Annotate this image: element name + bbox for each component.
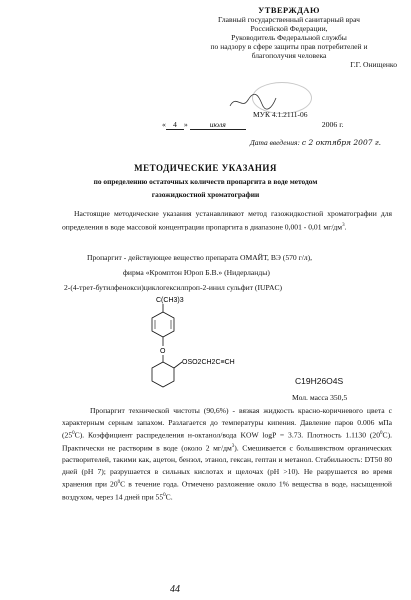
substance-line-2: фирма «Кромптон Юроп Б.В.» (Нидерланды)	[123, 268, 270, 277]
description-paragraph	[62, 405, 392, 503]
effective-date	[250, 138, 381, 147]
cyclohexane-ring	[152, 362, 174, 387]
intro-end: .	[344, 222, 347, 232]
approval-line-3: Руководитель Федеральной службы	[231, 33, 347, 42]
sulfite-chain-label: OSO2CH2C≡CH	[182, 359, 235, 366]
desc-part-3: С). Практически не растворим в воде (около 2 мг/дм	[62, 430, 392, 453]
doc-number: МУК 4.1.2111-06	[253, 110, 308, 119]
substance-line-3: 2-(4-трет-бутилфенокси)циклогексилпроп-2-инил сульфит (IUPAC)	[64, 283, 283, 292]
desc-sup-3: 3	[231, 444, 235, 450]
desc-part-1: Пропаргит технической чистоты (90,6%) - вязкая жидкость красно-коричневого цвета с характерным серным запахом. Разлагается до температуры кипения. Давление паров 0.006 мПа (25	[62, 406, 392, 440]
approval-line-1: Главный государственный санитарный врач	[218, 15, 360, 24]
date-day: 4	[166, 120, 184, 130]
intro-text: Настоящие методические указания устанавливают метод газожидкостной хроматографии для определения в воде массовой концентрации пропаргита в диапазоне 0,001 - 0,01 мг/дм	[62, 209, 392, 232]
intro-paragraph	[62, 208, 392, 233]
date-year: 2006 г.	[321, 120, 344, 129]
approval-line-5: благополучия человека	[251, 51, 327, 60]
approval-date: « 4 » июля 2006 г.	[162, 120, 344, 129]
page-number: 44	[170, 584, 180, 595]
approval-line-2: Российской Федерации,	[250, 24, 328, 33]
benzene-ring	[152, 312, 174, 337]
document-subtitle-1: по определению остаточных количеств пропаргита в воде методом	[93, 177, 318, 186]
desc-deg-3: 0	[117, 480, 121, 486]
oxygen-label: O	[160, 348, 166, 355]
intro-sup: 3	[342, 222, 345, 228]
effective-handwritten: с 2 октября 2007 г.	[301, 138, 382, 147]
desc-deg-2: 0	[380, 431, 383, 436]
substance-line-1: Пропаргит - действующее вещество препарата ОМАЙТ, ВЭ (570 г/л),	[87, 253, 313, 262]
molecular-formula: C19H26O4S	[295, 376, 344, 386]
desc-part-2: С). Коэффициент распределения н-октанол/вода KOW logP = 3.73. Плотность 1.1130 (20	[74, 430, 380, 440]
approval-line-4: по надзору в сфере защиты прав потребителей и	[210, 42, 368, 51]
molecular-mass: Мол. масса 350,5	[292, 393, 348, 402]
signature-scribble	[228, 92, 278, 112]
approval-heading: УТВЕРЖДАЮ	[258, 6, 320, 15]
structural-formula	[140, 292, 280, 400]
document-subtitle-2: газожидкостной хроматографии	[151, 190, 260, 199]
desc-deg-1: 0	[72, 431, 75, 436]
effective-label: Дата введения:	[250, 138, 300, 147]
date-month: июля	[190, 120, 246, 130]
signature-name: Г.Г. Онищенко	[350, 60, 397, 69]
approval-block	[175, 6, 403, 69]
document-title: МЕТОДИЧЕСКИЕ УКАЗАНИЯ	[134, 163, 277, 173]
desc-deg-4: 0	[163, 493, 166, 499]
desc-part-4: ). Смешивается с большинством органических растворителей, такими как, ацетон, бензол, этанол, гексан, гептан и метанол. Стабильность: DT50 80 дней (pH 7); разрушается в сильных кислотах и щелочах (pH >10). Не разрушается во время хранения при 20	[62, 443, 392, 489]
tbutyl-label: C(CH3)3	[156, 297, 184, 304]
desc-part-5: С в течение года. Отмечено разложение около 1% вещества в воде, насыщенной воздухом, через 14 дней при 55	[62, 479, 392, 502]
desc-part-6: С.	[165, 492, 173, 502]
